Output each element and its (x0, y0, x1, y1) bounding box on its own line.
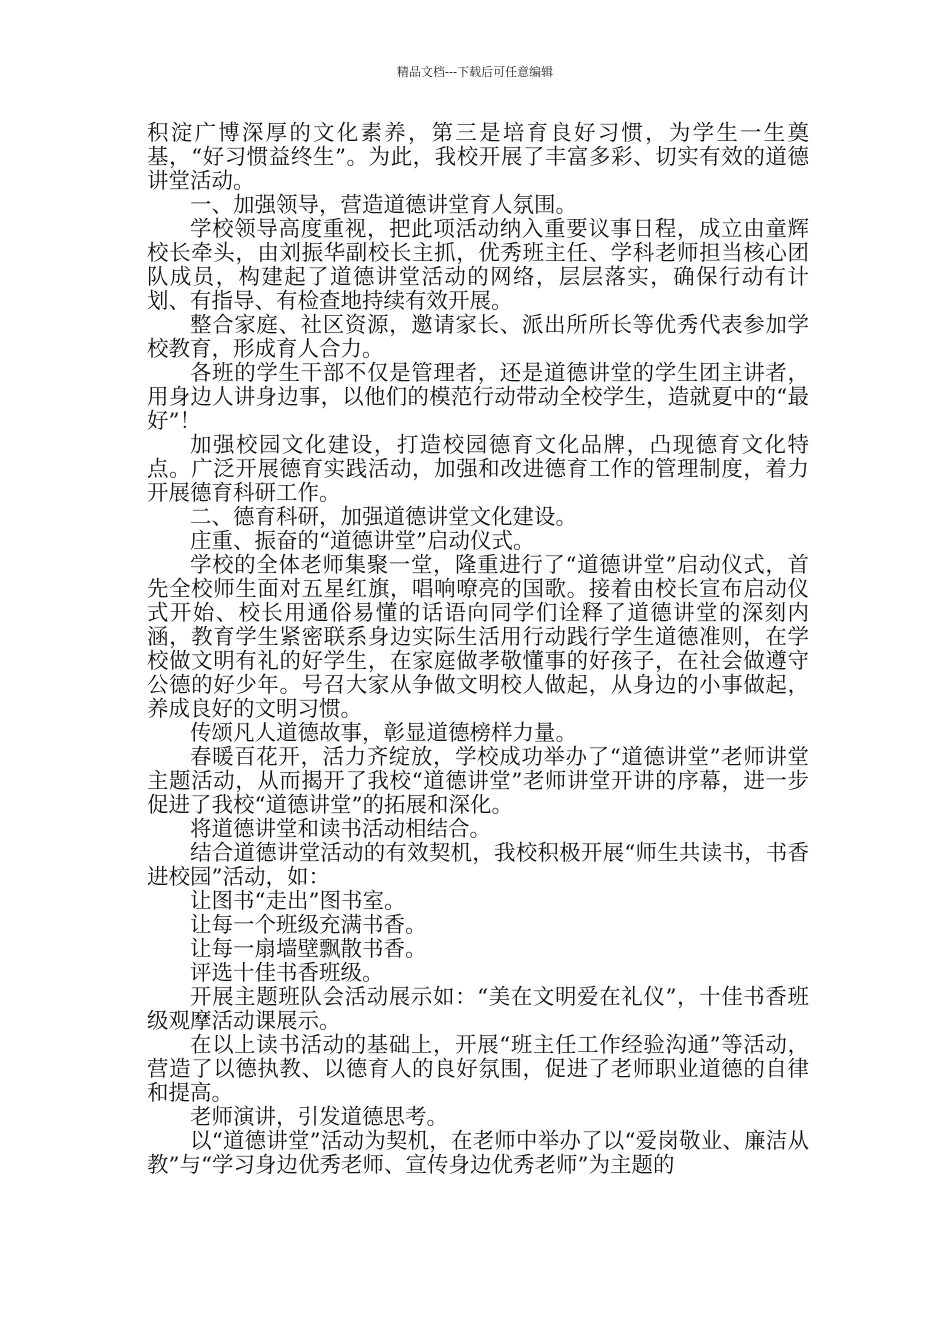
paragraph: 春暖百花开，活力齐绽放，学校成功举办了“道德讲堂”老师讲堂主题活动，从而揭开了我校“道德讲堂”老师讲堂开讲的序幕，进一步促进了我校“道德讲堂”的拓展和深化。 (147, 745, 809, 818)
paragraph: 庄重、振奋的“道德讲堂”启动仪式。 (190, 529, 535, 554)
paragraph: 整合家庭、社区资源，邀请家长、派出所所长等优秀代表参加学校教育，形成育人合力。 (147, 313, 809, 362)
paragraph: 学校领导高度重视，把此项活动纳入重要议事日程，成立由童辉校长牵头，由刘振华副校长主抓，优秀班主任、学科老师担当核心团队成员，构建起了道德讲堂活动的网络，层层落实，确保行动有计划、有指导、有检查地持续有效开展。 (147, 217, 809, 314)
document-body (147, 122, 809, 1178)
paragraph: 让图书“走出”图书室。 (190, 889, 406, 914)
paragraph: 一、加强领导，营造道德讲堂育人氛围。 (190, 193, 578, 218)
paragraph: 加强校园文化建设，打造校园德育文化品牌，凸现德育文化特点。广泛开展德育实践活动，加强和改进德育工作的管理制度，着力开展德育科研工作。 (147, 433, 809, 506)
paragraph: 在以上读书活动的基础上，开展“班主任工作经验沟通”等活动，营造了以德执教、以德育人的良好氛围，促进了老师职业道德的自律和提高。 (147, 1033, 809, 1106)
paragraph: 将道德讲堂和读书活动相结合。 (190, 817, 492, 842)
page-header: 精品文档---下载后可任意编辑 (396, 65, 554, 79)
paragraph: 积淀广博深厚的文化素养，第三是培育良好习惯，为学生一生奠基，“好习惯益终生”。为此，我校开展了丰富多彩、切实有效的道德讲堂活动。 (147, 121, 809, 194)
paragraph: 让每一个班级充满书香。 (190, 913, 427, 938)
paragraph: 二、德育科研，加强道德讲堂文化建设。 (190, 505, 578, 530)
paragraph: 开展主题班队会活动展示如：“美在文明爱在礼仪”，十佳书香班级观摩活动课展示。 (147, 985, 809, 1034)
paragraph: 各班的学生干部不仅是管理者，还是道德讲堂的学生团主讲者，用身边人讲身边事，以他们的模范行动带动全校学生，造就夏中的“最好”！ (147, 361, 809, 434)
paragraph: 让每一扇墙壁飘散书香。 (190, 937, 427, 962)
paragraph: 老师演讲，引发道德思考。 (190, 1105, 449, 1130)
paragraph: 学校的全体老师集聚一堂，隆重进行了“道德讲堂”启动仪式，首先全校师生面对五星红旗，唱响嘹亮的国歌。接着由校长宣布启动仪式开始、校长用通俗易懂的话语向同学们诠释了道德讲堂的深刻内涵，教育学生紧密联系身边实际生活用行动践行学生道德准则，在学校做文明有礼的好学生，在家庭做孝敬懂事的好孩子，在社会做遵守公德的好少年。号召大家从争做文明校人做起，从身边的小事做起，养成良好的文明习惯。 (147, 553, 809, 722)
paragraph: 以“道德讲堂”活动为契机，在老师中举办了以“爱岗敬业、廉洁从教”与“学习身边优秀老师、宣传身边优秀老师”为主题的 (147, 1129, 809, 1178)
paragraph: 结合道德讲堂活动的有效契机，我校积极开展“师生共读书，书香进校园”活动，如： (147, 841, 809, 890)
paragraph: 传颂凡人道德故事，彰显道德榜样力量。 (190, 721, 578, 746)
paragraph: 评选十佳书香班级。 (190, 961, 384, 986)
